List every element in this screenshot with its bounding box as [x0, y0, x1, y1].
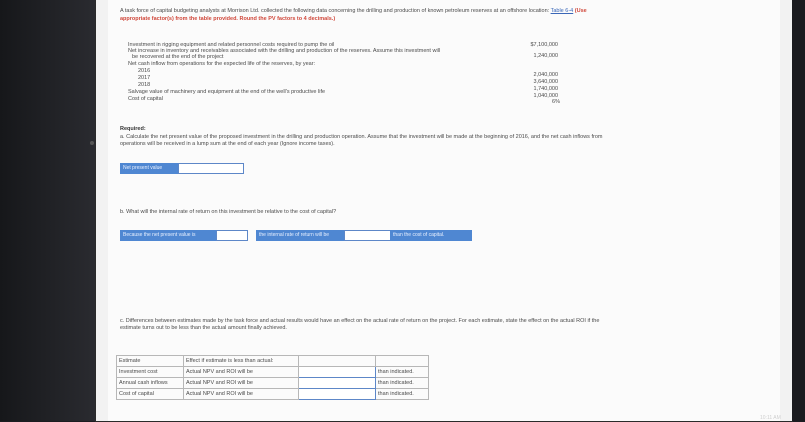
data-row-label: Net cash inflow from operations for the expected life of the reserves, by year: [128, 61, 316, 67]
npv-label: Net present value [120, 163, 178, 174]
data-row-value: 3,640,000 [533, 79, 558, 85]
monitor-bezel-right [792, 0, 805, 421]
data-row-value: 1,740,000 [533, 86, 558, 92]
suffix-cell: than indicated. [376, 367, 429, 378]
cost-of-capital-label: than the cost of capital. [390, 230, 472, 241]
part-b-text: b. What will the internal rate of return on this investment be relative to the cost of capital? [120, 209, 337, 215]
data-row-label: 2016 [138, 68, 151, 74]
table-row [117, 389, 429, 400]
taskbar-clock: 10:11 AM [760, 415, 781, 421]
part-a-text: a. Calculate the net present value of the proposed investment in the drilling and production operation. Assume that the investment will be made at the beginning of 2016, and the net cash inflows from [120, 134, 603, 140]
estimates-table [116, 355, 429, 400]
data-row-value: 1,240,000 [533, 53, 558, 59]
data-row-label: be recovered at the end of the project [132, 54, 224, 60]
part-c-text: c. Differences between estimates made by the task force and actual results would have an effect on the actual rate of return on the project. For each estimate, state the effect on the actual ROI if the [120, 318, 600, 324]
npv-sign-select[interactable] [216, 230, 248, 241]
data-row-label: Investment in rigging equipment and related personnel costs required to pump the oil [128, 42, 335, 48]
data-row-label: 2017 [138, 75, 151, 81]
monitor-bezel-left [0, 0, 96, 421]
table-link[interactable]: Table 6-4 [550, 8, 574, 14]
part-c-text: estimate turns out to be less than the actual amount finally achieved. [120, 325, 287, 331]
blank-cell [376, 356, 429, 367]
header-cell: Estimate [117, 356, 184, 367]
suffix-cell: than indicated. [376, 378, 429, 389]
effect-select[interactable] [299, 389, 376, 400]
data-row-value: $7,100,000 [530, 42, 558, 48]
irr-label: the internal rate of return will be [256, 230, 344, 241]
estimate-cell: Investment cost [117, 367, 184, 378]
blank-cell [299, 356, 376, 367]
table-row [117, 367, 429, 378]
npv-sign-label: Because the net present value is [120, 230, 216, 241]
data-row-label: Cost of capital [128, 96, 163, 102]
data-row-value: 2,040,000 [533, 72, 558, 78]
data-row-label: 2018 [138, 82, 151, 88]
table-row [117, 378, 429, 389]
data-row-label: Salvage value of machinery and equipment at the end of the well's productive life [128, 89, 326, 95]
data-row-value: 1,040,000 [533, 93, 558, 99]
effect-cell: Actual NPV and ROI will be [184, 378, 299, 389]
table-header-row [117, 356, 429, 367]
problem-intro: A task force of capital budgeting analysts at Morrison Ltd. collected the following data concerning the drilling and production of known petroleum reserves at an offshore location: Table 6-4 (Use [120, 8, 587, 14]
effect-cell: Actual NPV and ROI will be [184, 367, 299, 378]
effect-select[interactable] [299, 378, 376, 389]
required-heading: Required: [120, 126, 146, 132]
part-a-text: operations will be received in a lump sum at the end of each year (Ignore income taxes). [120, 141, 335, 147]
data-row-label: Net increase in inventory and receivables associated with the drilling and production of the reserves. Assume this investment will [128, 48, 441, 54]
effect-select[interactable] [299, 367, 376, 378]
estimate-cell: Cost of capital [117, 389, 184, 400]
effect-cell: Actual NPV and ROI will be [184, 389, 299, 400]
irr-comparison-select[interactable] [344, 230, 392, 241]
bullet-dot [90, 141, 94, 145]
problem-instructions: appropriate factor(s) from the table provided. Round the PV factors to 4 decimals.) [120, 16, 336, 22]
data-row-value: 6% [552, 99, 560, 105]
estimate-cell: Annual cash inflows [117, 378, 184, 389]
npv-input[interactable] [178, 163, 244, 174]
header-cell: Effect if estimate is less than actual: [184, 356, 299, 367]
suffix-cell: than indicated. [376, 389, 429, 400]
